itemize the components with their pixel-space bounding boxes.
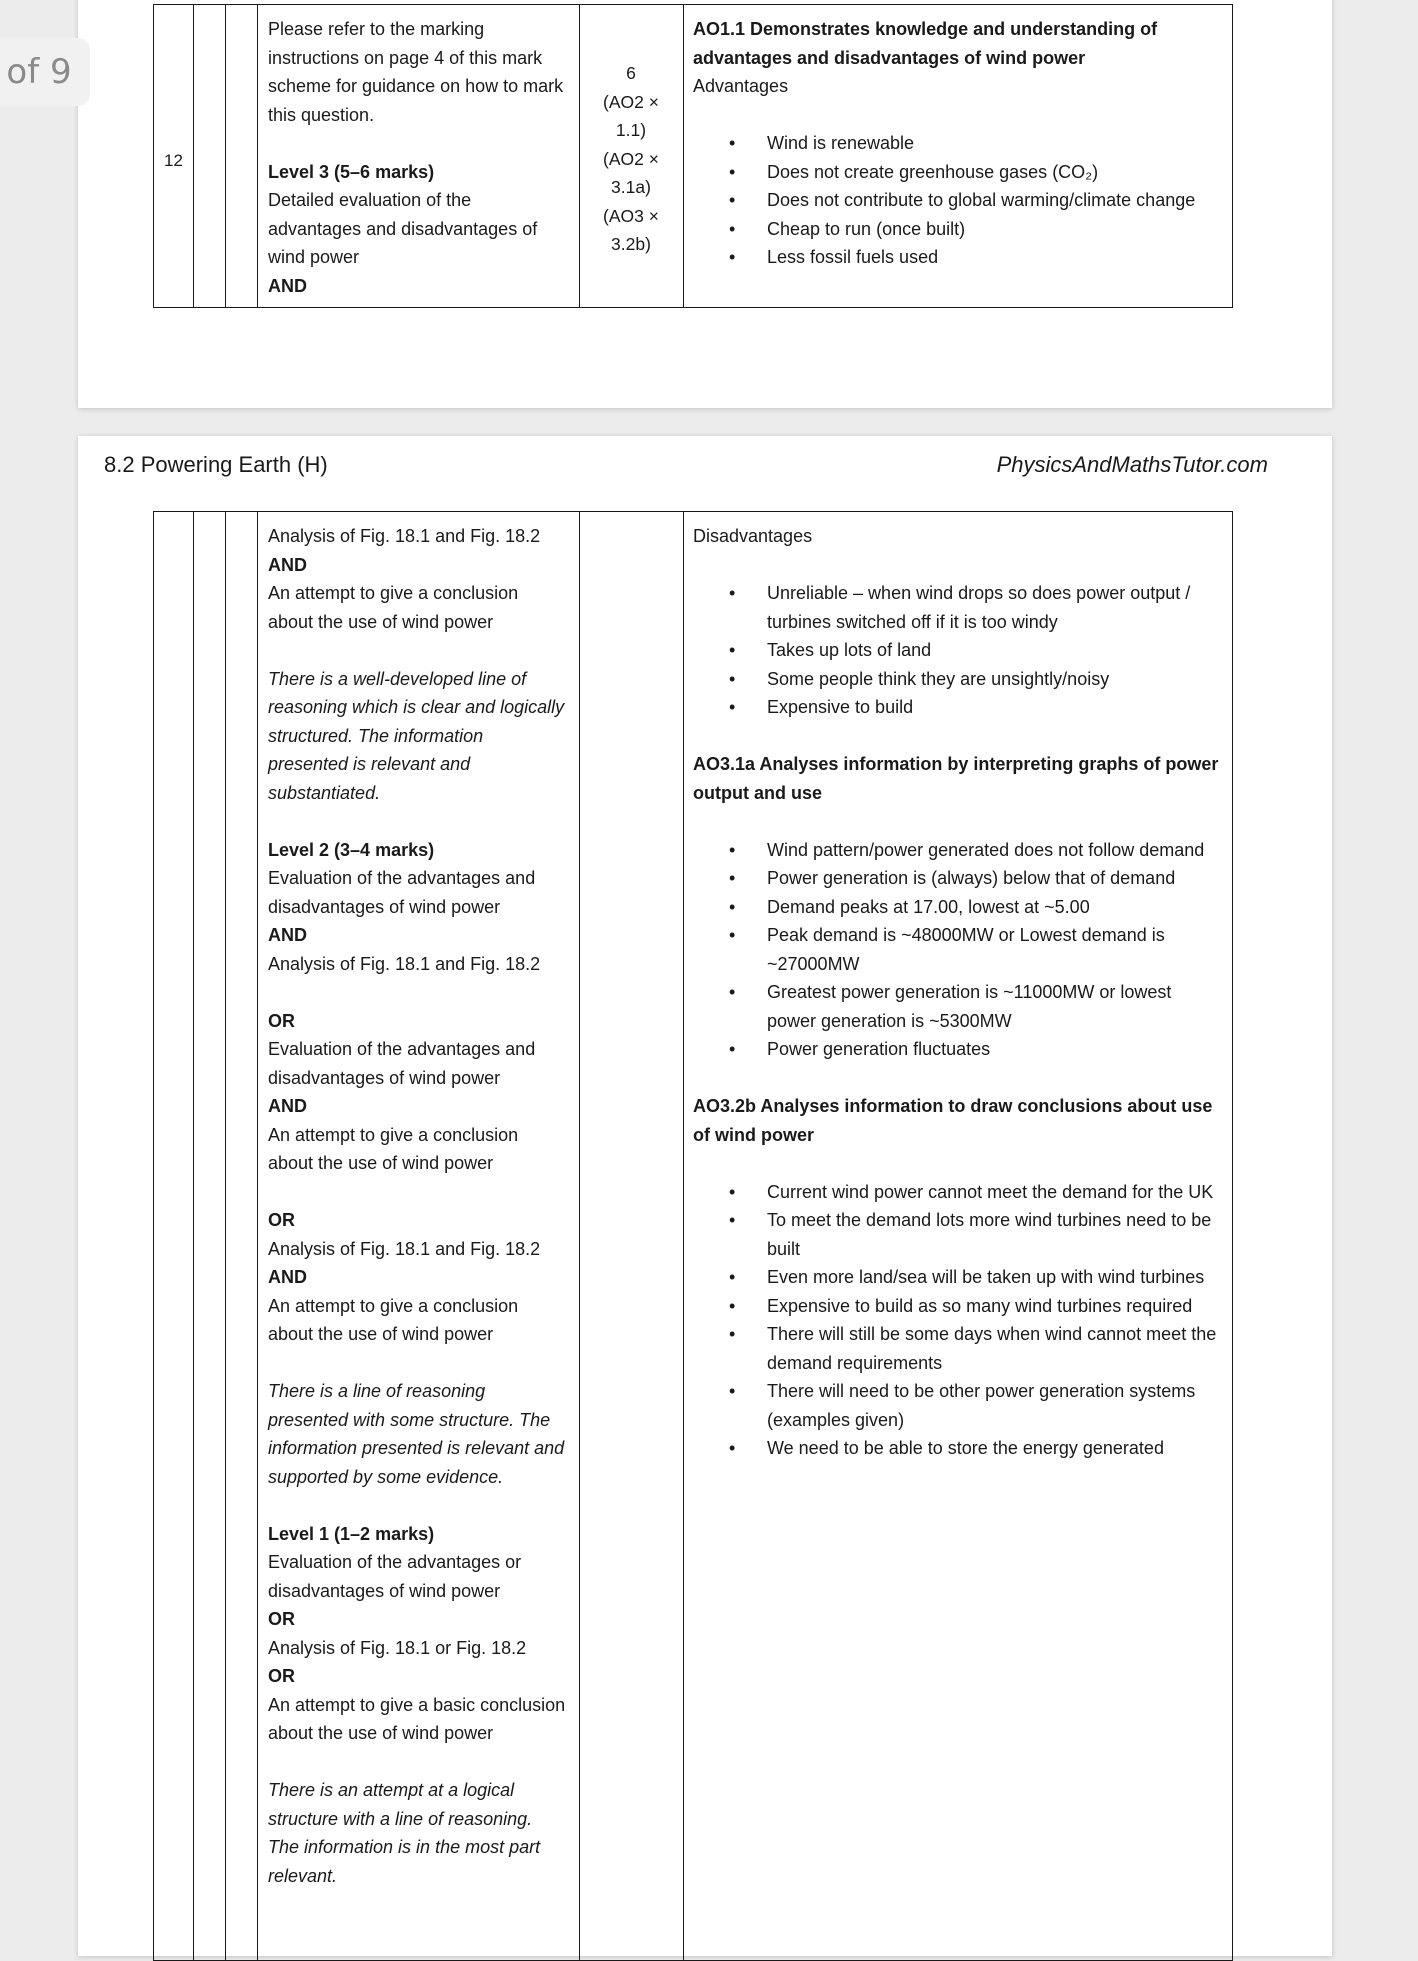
- criteria-text: Evaluation of the advantages and disadvantages of wind power: [268, 1039, 536, 1088]
- ao32b-list: [693, 1178, 1222, 1463]
- list-item: • Less fossil fuels used: [693, 243, 1222, 272]
- criteria-text: An attempt to give a conclusion about the use of wind power: [268, 583, 519, 632]
- criteria-text: An attempt to give a conclusion about the use of wind power: [268, 1124, 519, 1173]
- document-page-2: [78, 436, 1332, 1956]
- criteria-text: An attempt to give a conclusion about the use of wind power: [268, 1295, 519, 1344]
- criteria-text: Analysis of Fig. 18.1 or Fig. 18.2: [268, 1637, 527, 1658]
- criteria-or: OR: [268, 1210, 295, 1230]
- list-item: • Unreliable – when wind drops so does power output / turbines switched off if it is too windy: [693, 579, 1222, 636]
- list-item: • Does not create greenhouse gases (CO₂): [693, 158, 1222, 187]
- criteria-and: AND: [268, 275, 307, 296]
- list-item: • Peak demand is ~48000MW or Lowest demand is ~27000MW: [693, 921, 1222, 978]
- page-header-title: 8.2 Powering Earth (H): [104, 452, 328, 477]
- list-item: • There will still be some days when wind cannot meet the demand requirements: [693, 1320, 1222, 1377]
- list-item: • Current wind power cannot meet the demand for the UK: [693, 1178, 1222, 1207]
- criteria-or: OR: [268, 1666, 295, 1686]
- marks-cell: [579, 5, 683, 307]
- list-item: • Takes up lots of land: [693, 636, 1222, 665]
- criteria-and: AND: [268, 1267, 307, 1287]
- mark-scheme-table-1: [153, 4, 1233, 308]
- advantages-heading: Advantages: [693, 76, 789, 96]
- criteria-text: Please refer to the marking instructions on page 4 of this mark scheme for guidance on how to mark this question.: [268, 19, 564, 125]
- criteria-text: Analysis of Fig. 18.1 and Fig. 18.2: [268, 526, 541, 546]
- marks-total: 6: [626, 63, 636, 83]
- question-number: 12: [164, 151, 183, 170]
- criteria-text: Evaluation of the advantages and disadvantages of wind power: [268, 868, 536, 917]
- criteria-text: Detailed evaluation of the advantages and disadvantages of wind power: [268, 190, 538, 267]
- disadvantages-list: [693, 579, 1222, 722]
- level-1-title: Level 1 (1–2 marks): [268, 1523, 435, 1544]
- page-header-site: PhysicsAndMathsTutor.com: [996, 452, 1268, 477]
- list-item: • Power generation is (always) below that of demand: [693, 864, 1222, 893]
- ao31a-heading: AO3.1a Analyses information by interpreting graphs of power output and use: [693, 754, 1219, 803]
- guidance-cell: [683, 512, 1234, 1960]
- criteria-and: AND: [268, 554, 307, 575]
- list-item: • Demand peaks at 17.00, lowest at ~5.00: [693, 893, 1222, 922]
- quality-statement: There is an attempt at a logical structure with a line of reasoning. The information is in the most part relevant.: [268, 1780, 541, 1886]
- ao31a-list: [693, 836, 1222, 1064]
- criteria-or: OR: [268, 1609, 295, 1629]
- criteria-and: AND: [268, 1096, 307, 1116]
- list-item: • Expensive to build: [693, 693, 1222, 722]
- marking-criteria-cell: [257, 512, 579, 1960]
- marking-criteria-cell: [257, 5, 579, 307]
- criteria-and: AND: [268, 925, 307, 945]
- criteria-text: Evaluation of the advantages or disadvantages of wind power: [268, 1552, 522, 1601]
- list-item: • Some people think they are unsightly/noisy: [693, 665, 1222, 694]
- list-item: • To meet the demand lots more wind turbines need to be built: [693, 1206, 1222, 1263]
- level-2-title: Level 2 (3–4 marks): [268, 839, 435, 860]
- list-item: • Even more land/sea will be taken up with wind turbines: [693, 1263, 1222, 1292]
- marks-ao: 1.1): [615, 120, 647, 140]
- marks-ao: (AO3 ×: [603, 205, 659, 226]
- document-page-1: [78, 0, 1332, 408]
- list-item: • Cheap to run (once built): [693, 215, 1222, 244]
- page-indicator: of 9: [0, 38, 90, 106]
- guidance-cell: [683, 5, 1234, 307]
- level-3-title: Level 3 (5–6 marks): [268, 161, 435, 182]
- ao11-heading: AO1.1 Demonstrates knowledge and understanding of advantages and disadvantages of wind power: [693, 19, 1158, 68]
- list-item: • Does not contribute to global warming/climate change: [693, 186, 1222, 215]
- list-item: • Power generation fluctuates: [693, 1035, 1222, 1064]
- marks-ao: 3.2b): [611, 234, 651, 254]
- ao32b-heading: AO3.2b Analyses information to draw conclusions about use of wind power: [693, 1096, 1213, 1145]
- quality-statement: There is a well-developed line of reasoning which is clear and logically structured. The information presented is relevant and substantiated.: [268, 668, 565, 803]
- criteria-or: OR: [268, 1010, 295, 1031]
- list-item: • Expensive to build as so many wind turbines required: [693, 1292, 1222, 1321]
- criteria-text: Analysis of Fig. 18.1 and Fig. 18.2: [268, 1238, 541, 1259]
- list-item: • Wind pattern/power generated does not follow demand: [693, 836, 1222, 865]
- list-item: • There will need to be other power generation systems (examples given): [693, 1377, 1222, 1434]
- disadvantages-heading: Disadvantages: [693, 526, 813, 546]
- marks-ao: (AO2 ×: [603, 91, 659, 112]
- criteria-text: An attempt to give a basic conclusion about the use of wind power: [268, 1694, 566, 1743]
- mark-scheme-table-2: [153, 511, 1233, 1961]
- list-item: • We need to be able to store the energy generated: [693, 1434, 1222, 1463]
- marks-ao: (AO2 ×: [603, 148, 659, 169]
- marks-ao: 3.1a): [611, 177, 651, 197]
- criteria-text: Analysis of Fig. 18.1 and Fig. 18.2: [268, 953, 541, 974]
- list-item: • Wind is renewable: [693, 129, 1222, 158]
- quality-statement: There is a line of reasoning presented with some structure. The information presented is relevant and supported by some evidence.: [268, 1381, 565, 1487]
- marks-cell: [579, 512, 683, 1960]
- page-header: [78, 436, 1332, 496]
- list-item: • Greatest power generation is ~11000MW or lowest power generation is ~5300MW: [693, 978, 1222, 1035]
- advantages-list: [693, 129, 1222, 272]
